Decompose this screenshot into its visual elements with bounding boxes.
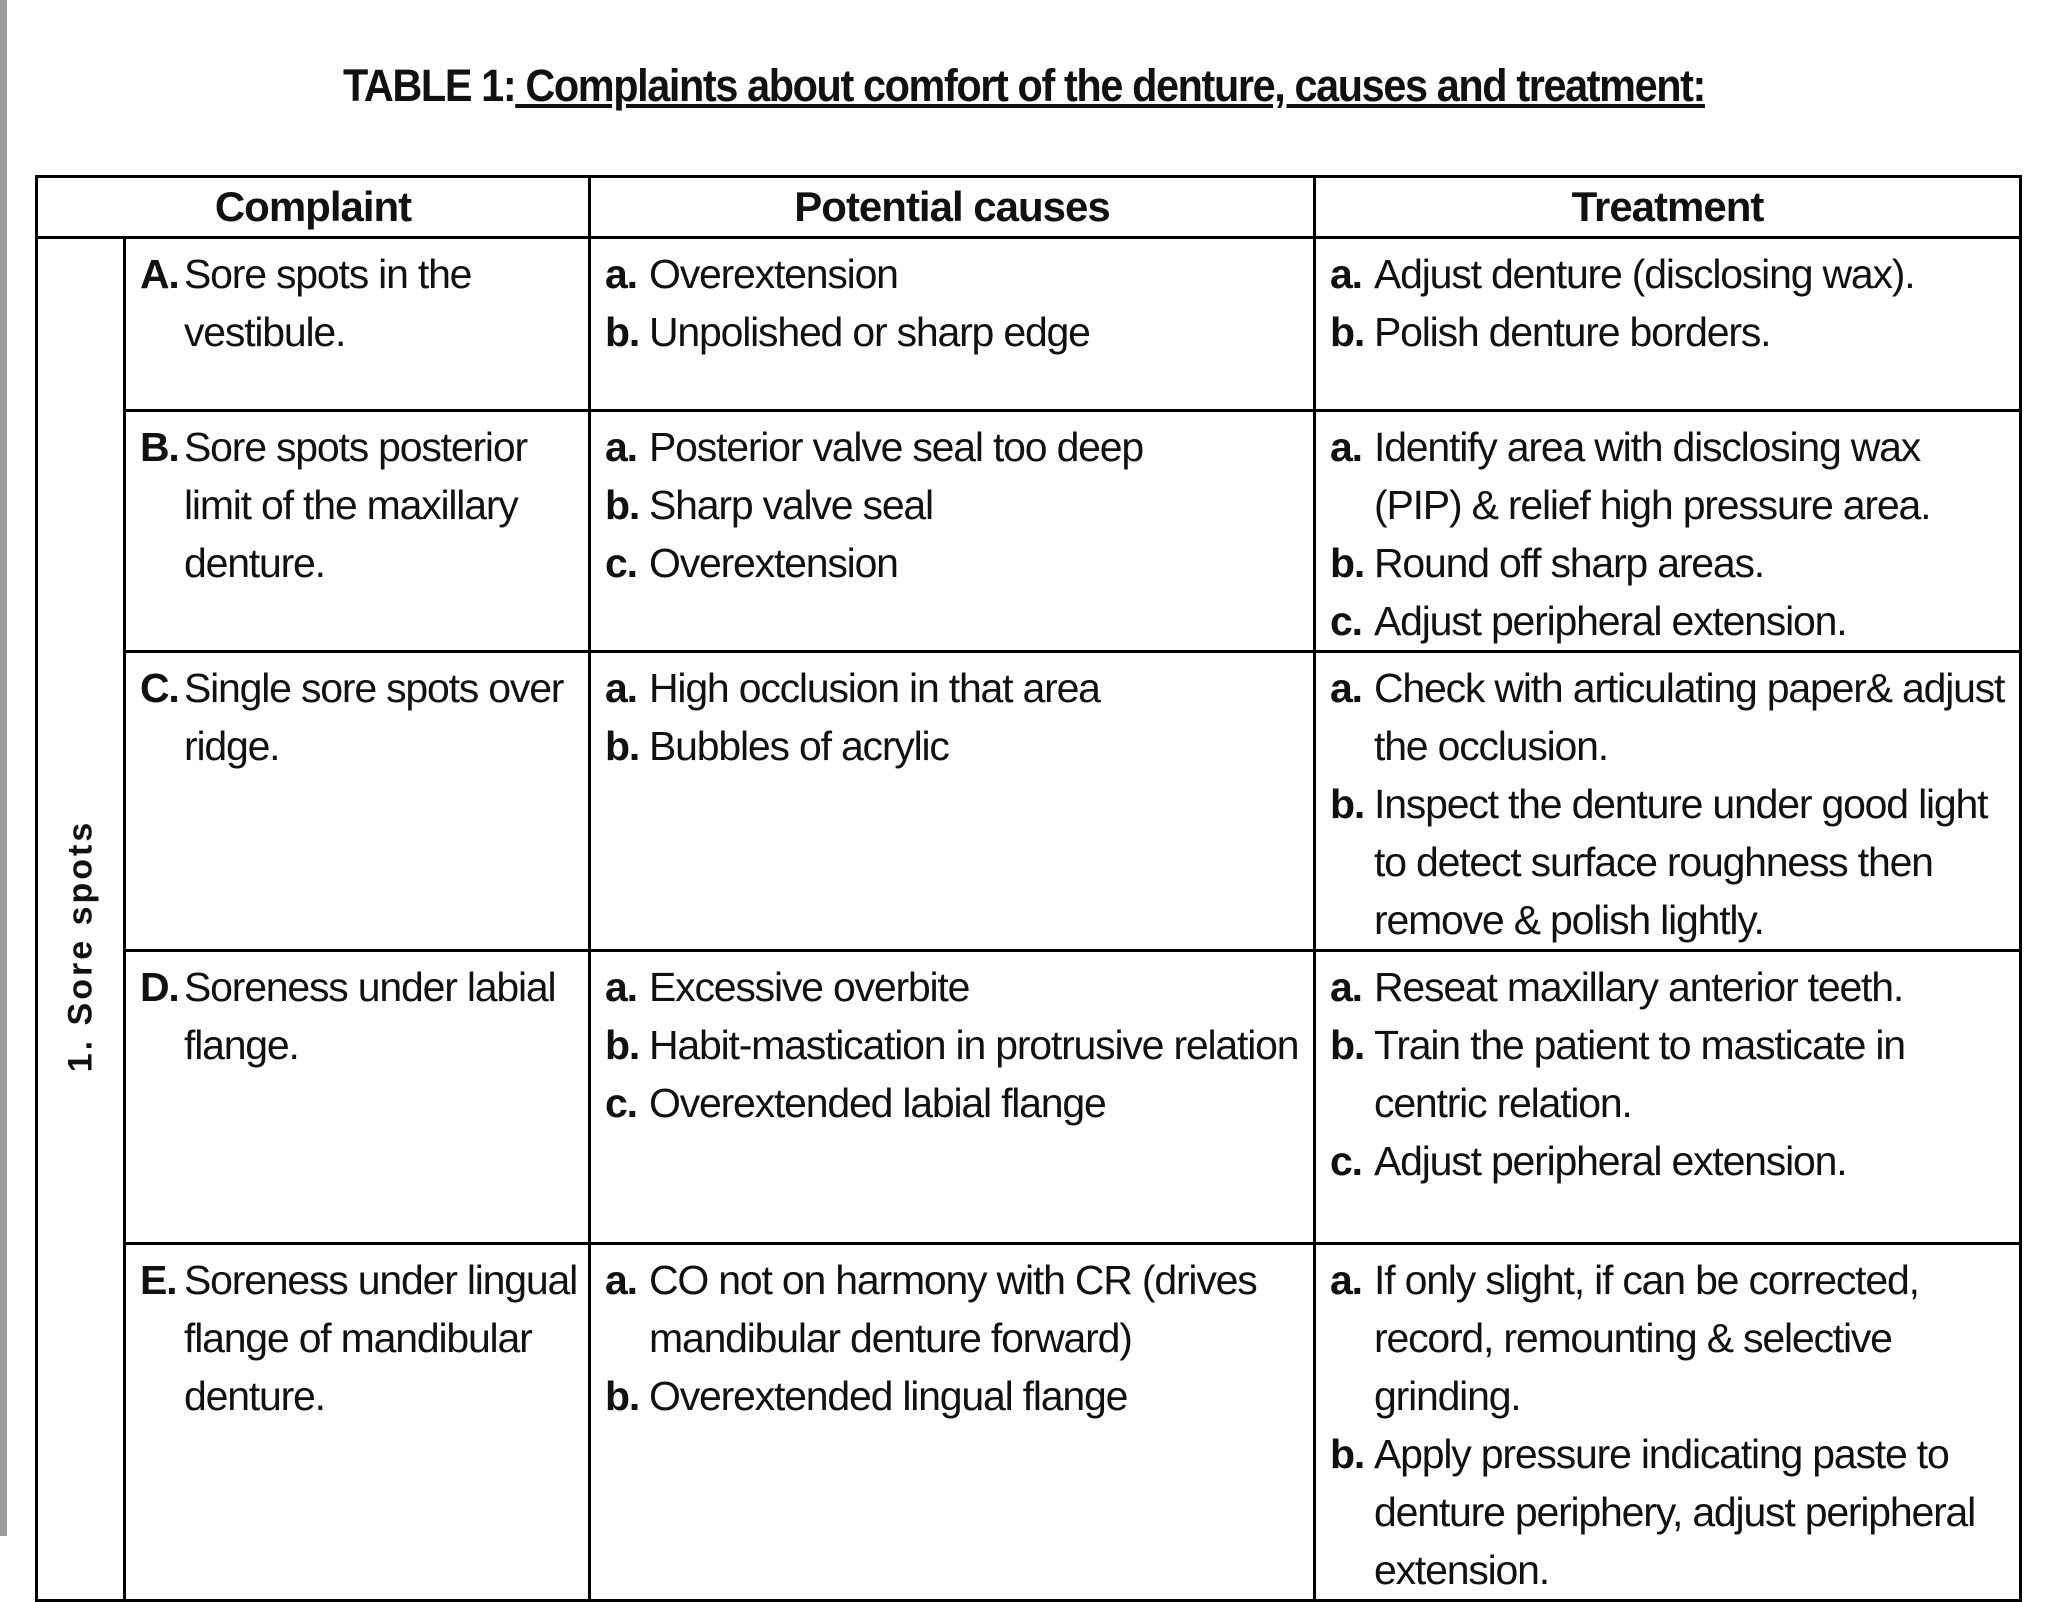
item-key: b. (605, 723, 640, 769)
cause-item (605, 1016, 1303, 1074)
item-key: a. (1330, 964, 1362, 1010)
cause-item (605, 717, 1303, 775)
item-key: b. (1330, 540, 1365, 586)
item-key: A. (140, 251, 179, 297)
item-key: b. (605, 1373, 640, 1419)
complaint-item (140, 958, 578, 1074)
item-text: Identify area with disclosing wax (PIP) & relief high pressure area. (1374, 424, 1931, 528)
item-text: Round off sharp areas. (1374, 540, 1764, 586)
item-text: Adjust peripheral extension. (1374, 598, 1847, 644)
cause-item (605, 659, 1303, 717)
left-edge-bar (0, 0, 7, 1536)
item-key: a. (1330, 424, 1362, 470)
item-text: Reseat maxillary anterior teeth. (1374, 964, 1904, 1010)
complaint-cell (125, 951, 590, 1244)
causes-cell (590, 652, 1315, 951)
treatment-item (1330, 418, 2009, 534)
cause-item (605, 958, 1303, 1016)
cause-item (605, 534, 1303, 592)
treatment-item (1330, 1425, 2009, 1599)
item-key: E. (140, 1257, 177, 1303)
item-text: Excessive overbite (649, 964, 970, 1010)
item-text: Bubbles of acrylic (649, 723, 949, 769)
complaint-item (140, 659, 578, 775)
cause-item (605, 476, 1303, 534)
header-causes: Potential causes (590, 177, 1315, 238)
item-key: c. (605, 1080, 637, 1126)
treatment-cell (1315, 951, 2021, 1244)
causes-cell (590, 238, 1315, 411)
item-key: a. (605, 964, 637, 1010)
treatment-item (1330, 1016, 2009, 1132)
item-key: b. (1330, 309, 1365, 355)
table-row (37, 652, 2021, 951)
item-key: b. (1330, 1022, 1365, 1068)
complaint-cell (125, 411, 590, 652)
treatment-item (1330, 659, 2009, 775)
item-text: Polish denture borders. (1374, 309, 1771, 355)
item-text: Soreness under labial flange. (184, 964, 556, 1068)
item-text: Adjust denture (disclosing wax). (1374, 251, 1915, 297)
treatment-item (1330, 245, 2009, 303)
table-title-text: Complaints about comfort of the denture, causes and treatment: (515, 60, 1705, 111)
item-text: Train the patient to masticate in centric relation. (1374, 1022, 1905, 1126)
item-key: c. (605, 540, 637, 586)
item-key: C. (140, 665, 179, 711)
table-row (37, 411, 2021, 652)
item-text: Single sore spots over ridge. (184, 665, 564, 769)
item-text: Inspect the denture under good light to detect surface roughness then remove & polish lightly. (1374, 781, 1988, 943)
item-text: Posterior valve seal too deep (649, 424, 1143, 470)
item-key: c. (1330, 1138, 1362, 1184)
cause-item (605, 1367, 1303, 1425)
item-text: Check with articulating paper& adjust the occlusion. (1374, 665, 2005, 769)
cause-item (605, 418, 1303, 476)
treatment-item (1330, 592, 2009, 650)
item-key: a. (605, 1257, 637, 1303)
complaint-item (140, 245, 578, 361)
treatment-item (1330, 303, 2009, 361)
item-text: Overextended lingual flange (649, 1373, 1128, 1419)
complaints-table (35, 175, 2022, 1602)
item-text: Sharp valve seal (649, 482, 933, 528)
complaint-cell (125, 652, 590, 951)
item-text: Apply pressure indicating paste to denture periphery, adjust peripheral extension. (1374, 1431, 1976, 1593)
item-key: b. (605, 309, 640, 355)
treatment-cell (1315, 411, 2021, 652)
item-text: Sore spots posterior limit of the maxillary denture. (184, 424, 527, 586)
item-key: b. (1330, 1431, 1365, 1477)
item-key: a. (1330, 665, 1362, 711)
treatment-item (1330, 958, 2009, 1016)
cause-item (605, 1251, 1303, 1367)
item-text: If only slight, if can be corrected, record, remounting & selective grinding. (1374, 1257, 1919, 1419)
item-text: High occlusion in that area (649, 665, 1100, 711)
causes-cell (590, 411, 1315, 652)
item-key: B. (140, 424, 179, 470)
item-text: Sore spots in the vestibule. (184, 251, 472, 355)
item-text: Soreness under lingual flange of mandibular denture. (184, 1257, 577, 1419)
table-row (37, 951, 2021, 1244)
section-label-cell (37, 238, 125, 1601)
treatment-cell (1315, 652, 2021, 951)
item-key: c. (1330, 598, 1362, 644)
complaint-cell (125, 238, 590, 411)
complaint-item (140, 418, 578, 592)
item-key: b. (605, 1022, 640, 1068)
treatment-cell (1315, 238, 2021, 411)
treatment-item (1330, 1132, 2009, 1190)
header-complaint: Complaint (37, 177, 590, 238)
item-text: CO not on harmony with CR (drives mandibular denture forward) (649, 1257, 1257, 1361)
complaint-cell (125, 1244, 590, 1601)
item-text: Unpolished or sharp edge (649, 309, 1090, 355)
item-text: Habit-mastication in protrusive relation (649, 1022, 1299, 1068)
item-key: a. (605, 665, 637, 711)
causes-cell (590, 1244, 1315, 1601)
complaint-item (140, 1251, 578, 1425)
cause-item (605, 1074, 1303, 1132)
cause-item (605, 303, 1303, 361)
item-key: b. (1330, 781, 1365, 827)
item-text: Adjust peripheral extension. (1374, 1138, 1847, 1184)
item-text: Overextended labial flange (649, 1080, 1106, 1126)
item-key: a. (1330, 1257, 1362, 1303)
table-title-prefix: TABLE 1: (343, 60, 516, 111)
section-label: 1. Sore spots (61, 819, 99, 1073)
item-key: a. (605, 251, 637, 297)
item-key: a. (1330, 251, 1362, 297)
header-treatment: Treatment (1315, 177, 2021, 238)
table-title (82, 60, 1966, 112)
treatment-item (1330, 775, 2009, 949)
table-row (37, 1244, 2021, 1601)
table-row (37, 238, 2021, 411)
causes-cell (590, 951, 1315, 1244)
item-key: D. (140, 964, 179, 1010)
header-row (37, 177, 2021, 238)
treatment-item (1330, 1251, 2009, 1425)
item-key: b. (605, 482, 640, 528)
item-text: Overextension (649, 251, 898, 297)
item-key: a. (605, 424, 637, 470)
treatment-item (1330, 534, 2009, 592)
item-text: Overextension (649, 540, 898, 586)
treatment-cell (1315, 1244, 2021, 1601)
cause-item (605, 245, 1303, 303)
